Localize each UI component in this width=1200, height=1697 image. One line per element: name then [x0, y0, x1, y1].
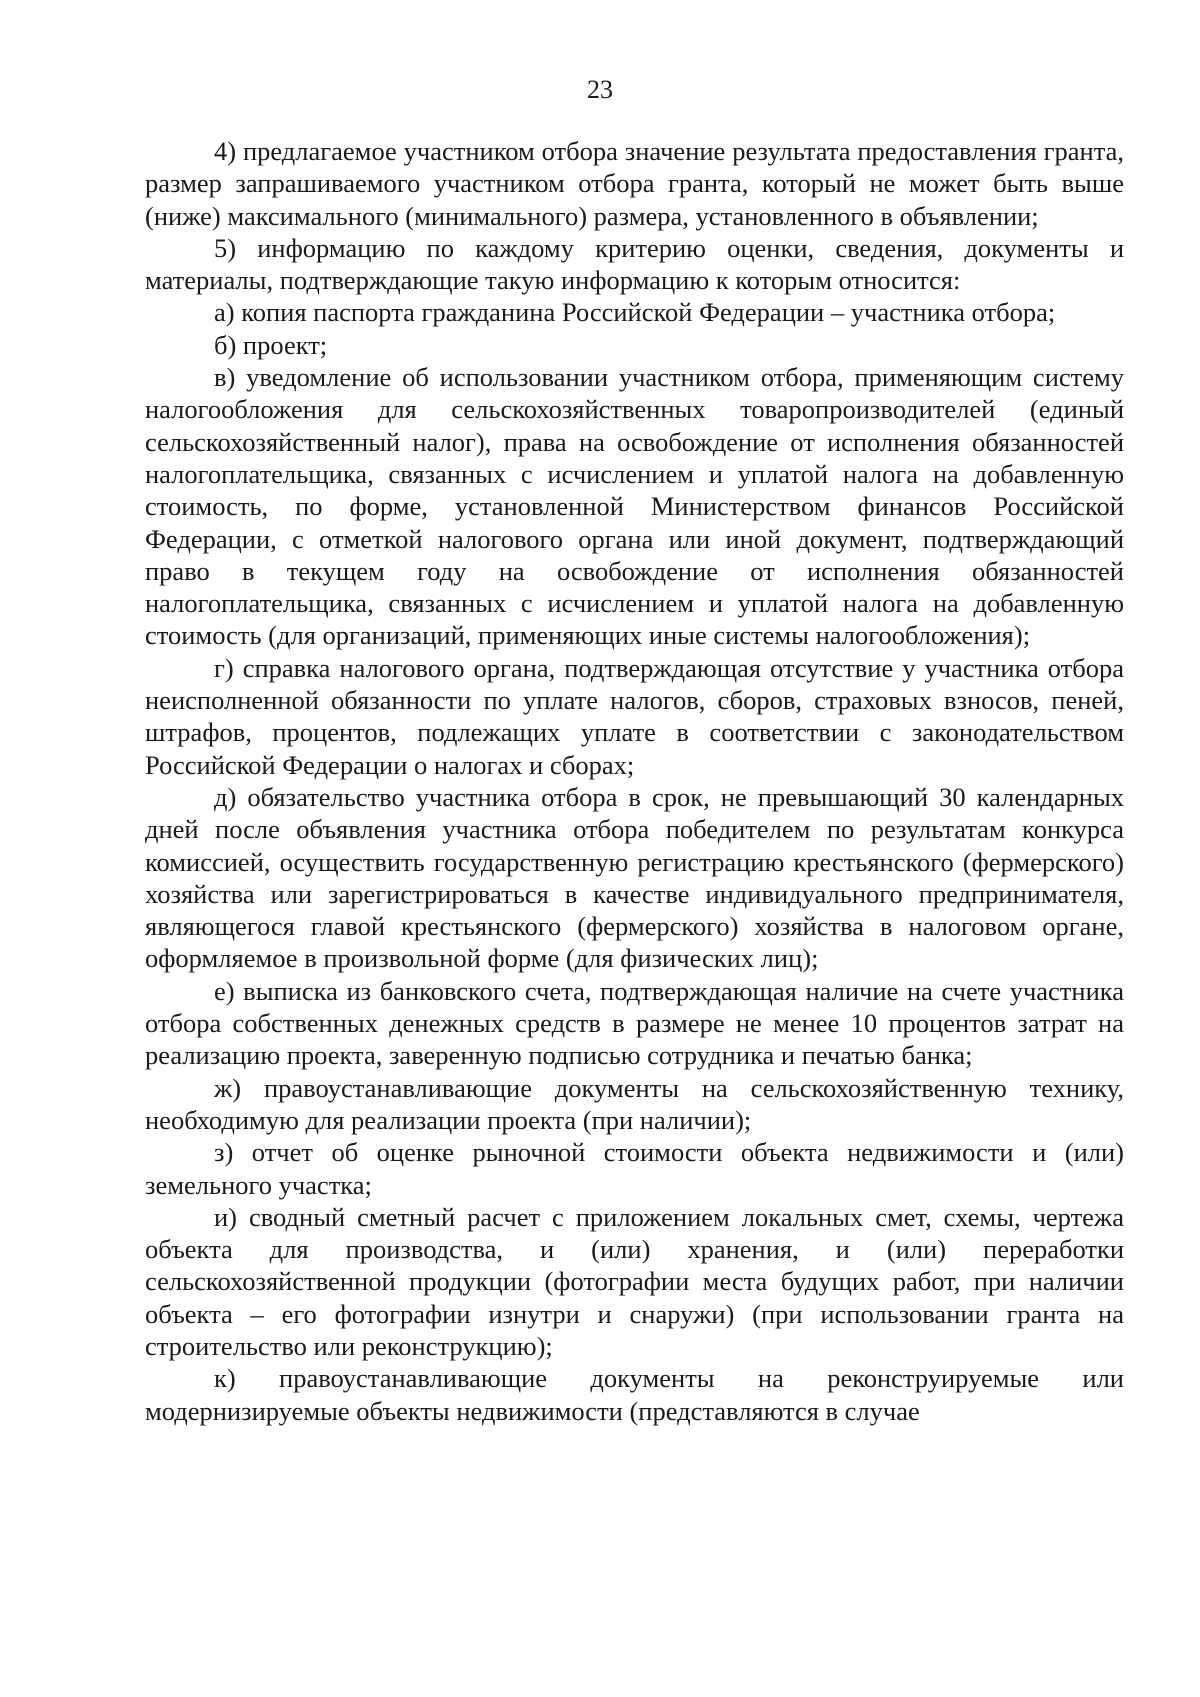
paragraph-subitem-b: б) проект; [214, 329, 328, 360]
paragraph-subitem-d: д) обязательство участника отбора в срок, не превышающий 30 календарных дней после объявления участника отбора победителем по результатам конкурса комиссией, осуществить государственную регистрацию крестьянского (фермерского) хозяйства или зарегистрироваться в качестве индивидуального предпринимателя, являющегося главой крестьянского (фермерского) хозяйства в налоговом органе, оформляемое в произвольной форме (для физических лиц); [145, 781, 1124, 974]
paragraph-subitem-g: г) справка налогового органа, подтверждающая отсутствие у участника отбора неисполненной обязанности по уплате налогов, сборов, страховых взносов, пеней, штрафов, процентов, подлежащих уплате в соответствии с законодательством Российской Федерации о налогах и сборах; [145, 652, 1124, 780]
paragraph-subitem-z: з) отчет об оценке рыночной стоимости объекта недвижимости и (или) земельного участка; [145, 1137, 1124, 1200]
paragraph-subitem-v: в) уведомление об использовании участником отбора, применяющим систему налогообложения для сельскохозяйственных товаропроизводителей (единый сельскохозяйственный налог), права на освобождение от исполнения обязанностей налогоплательщика, связанных с исчислением и уплатой налога на добавленную стоимость, по форме, установленной Министерством финансов Российской Федерации, с отметкой налогового органа или иной документ, подтверждающий право в текущем году на освобождение от исполнения обязанностей налогоплательщика, связанных с исчислением и уплатой налога на добавленную стоимость (для организаций, применяющих иные системы налогообложения); [145, 362, 1124, 651]
paragraph-subitem-k: к) правоустанавливающие документы на реконструируемые или модернизируемые объекты недвижимости (представляются в случае [145, 1363, 1124, 1426]
paragraph-subitem-e: е) выписка из банковского счета, подтверждающая наличие на счете участника отбора собственных денежных средств в размере не менее 10 процентов затрат на реализацию проекта, заверенную подписью сотрудника и печатью банка; [145, 975, 1124, 1071]
paragraph-item-5: 5) информацию по каждому критерию оценки, сведения, документы и материалы, подтверждающие такую информацию к которым относится: [145, 232, 1124, 296]
body-text [145, 135, 1124, 1427]
paragraph-item-4: 4) предлагаемое участником отбора значение результата предоставления гранта, размер запрашиваемого участником отбора гранта, который не может быть выше (ниже) максимального (минимального) размера, установленного в объявлении; [145, 136, 1124, 231]
paragraph-subitem-zh: ж) правоустанавливающие документы на сельскохозяйственную технику, необходимую для реализации проекта (при наличии); [145, 1072, 1124, 1135]
paragraph-subitem-i: и) сводный сметный расчет с приложением локальных смет, схемы, чертежа объекта для производства, и (или) хранения, и (или) переработки сельскохозяйственной продукции (фотографии места будущих работ, при наличии объекта – его фотографии изнутри и снаружи) (при использовании гранта на строительство или реконструкцию); [145, 1201, 1124, 1361]
paragraph-subitem-a: а) копия паспорта гражданина Российской Федерации – участника отбора; [214, 297, 1056, 328]
page-number: 23 [587, 75, 613, 104]
